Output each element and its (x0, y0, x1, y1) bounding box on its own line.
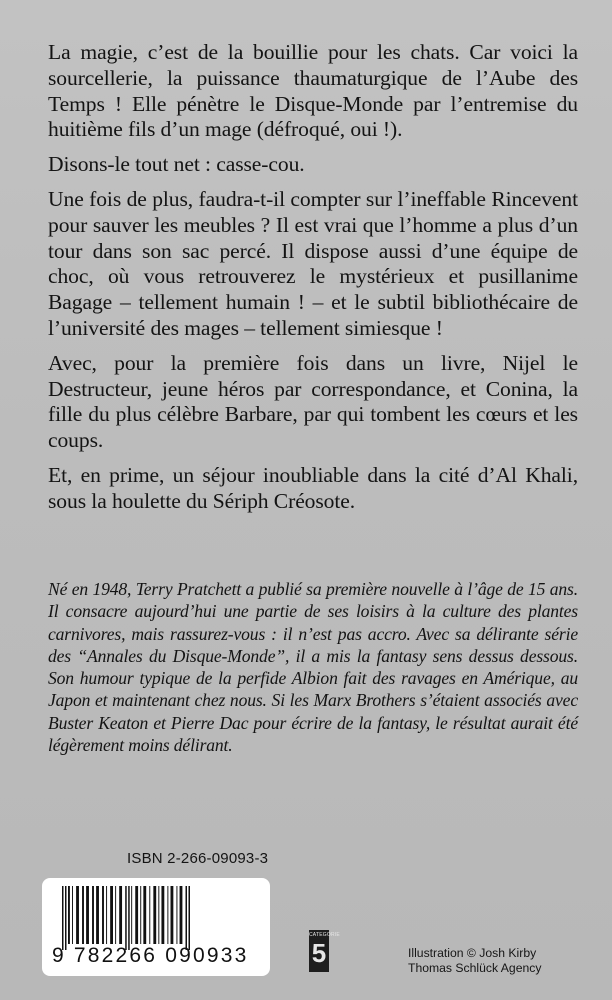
barcode-bar (135, 886, 138, 944)
barcode-bar (115, 886, 116, 944)
barcode-bar (158, 886, 159, 944)
illustration-credit: Illustration © Josh Kirby (408, 946, 537, 960)
credits (408, 946, 604, 976)
barcode-bar (92, 886, 94, 944)
barcode-bar (82, 886, 84, 944)
author-bio: Né en 1948, Terry Pratchett a publié sa première nouvelle à l’âge de 15 ans. Il consacre aujourd’hui une partie de ses loisirs à la culture des plantes carnivores, mais rassurez-vous : il n’est pas accro. Avec sa délirante série des “Annales du Disque-Monde”, il a mis la fantasy sens dessus dessous. Son humour typique de la perfide Albion fait des ravages en Amérique, au Japon et maintenant chez nous. Si les Marx Brothers s’étaient associés avec Buster Keaton et Pierre Dac pour écrire de la fantasy, le résultat aurait été légèrement moins délirant. (48, 579, 578, 756)
category-number: 5 (311, 938, 327, 968)
barcode-bar (176, 886, 177, 944)
barcode-bar (72, 886, 73, 944)
barcode-bar (96, 886, 99, 944)
blurb-paragraph: Et, en prime, un séjour inoubliable dans la cité d’Al Khali, sous la houlette du Sériph Créosote. (48, 462, 578, 513)
barcode-bar (189, 886, 191, 950)
barcode-bar (167, 886, 168, 944)
barcode (42, 878, 270, 976)
barcode-bar (110, 886, 113, 944)
agency-credit: Thomas Schlück Agency (408, 961, 542, 975)
barcode-bar (140, 886, 141, 944)
barcode-bar (86, 886, 89, 944)
barcode-bar (119, 886, 122, 944)
barcode-bar (171, 886, 174, 944)
barcode-bar (106, 886, 107, 944)
barcode-bar (131, 886, 132, 944)
barcode-bar (62, 886, 64, 950)
barcode-bar (102, 886, 104, 944)
blurb-paragraph: Disons-le tout net : casse-cou. (48, 152, 305, 177)
barcode-bar (186, 886, 188, 950)
category-badge (309, 930, 340, 972)
blurb-paragraph: Une fois de plus, faudra-t-il compter sur l’ineffable Rincevent pour sauver les meubles ? Il est vrai que l’homme a plus d’un tour dans son sac percé. Il dispose aussi d’une équipe de choc, où vous retrouverez le mystérieux et pusillanime Bagage – tellement humain ! – et le subtil bibliothécaire de l’université des mages – tellement simiesque ! (48, 186, 578, 340)
isbn-label: ISBN 2-266-09093-3 (127, 850, 269, 867)
barcode-bar (161, 886, 164, 944)
barcode-digits: 9 782266 090933 (52, 944, 249, 967)
barcode-bar (68, 886, 70, 944)
barcode-bar (180, 886, 183, 944)
barcode-bar (153, 886, 156, 944)
barcode-bar (125, 886, 127, 950)
blurb-paragraph: Avec, pour la première fois dans un livre, Nijel le Destructeur, jeune héros par correspondance, et Conina, la fille du plus célèbre Barbare, par qui tombent les cœurs et les coups. (48, 350, 578, 453)
barcode-bar (76, 886, 79, 944)
barcode-bar (149, 886, 150, 944)
barcode-bar (65, 886, 67, 950)
blurb-paragraph: La magie, c’est de la bouillie pour les chats. Car voici la sourcellerie, la puissance thaumaturgique de l’Aube des Temps ! Elle pénètre le Disque-Monde par l’entremise du huitième fils d’un mage (défroqué, oui !). (48, 40, 578, 142)
blurb (48, 40, 578, 524)
category-label: CATEGORIE (309, 932, 340, 938)
barcode-bar (143, 886, 146, 944)
barcode-bar (128, 886, 130, 950)
